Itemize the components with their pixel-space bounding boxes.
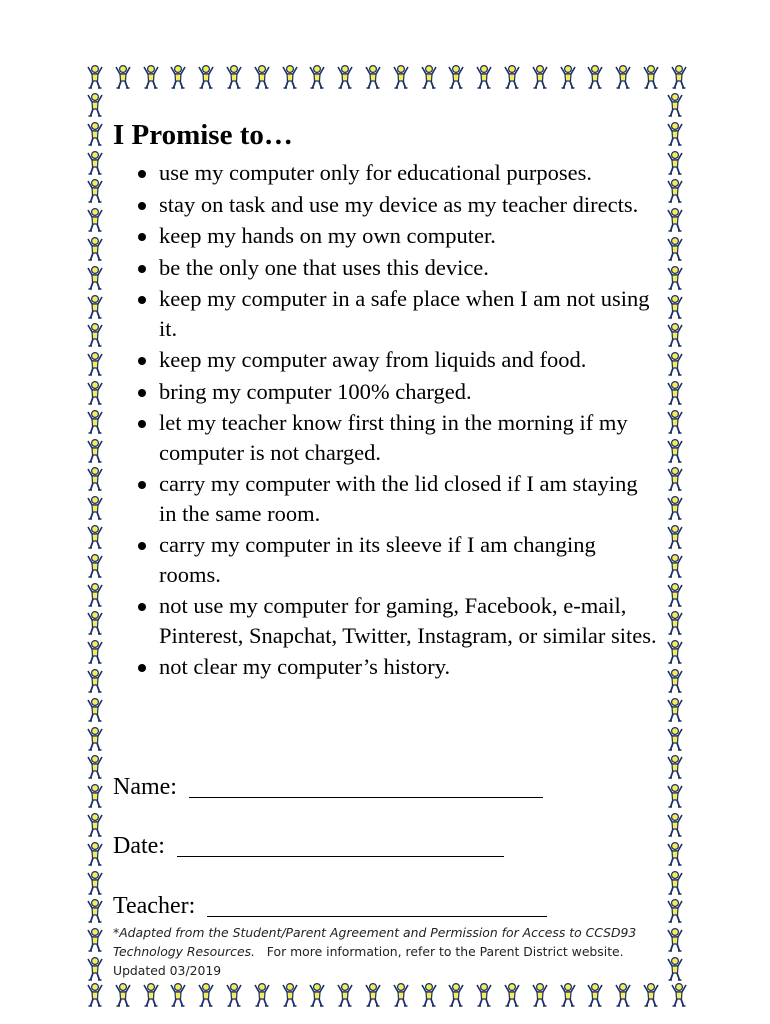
cheering-kid-icon [664, 294, 688, 320]
cheering-kid-icon [251, 64, 273, 92]
cheering-kid-icon [664, 898, 688, 924]
cheering-kid-icon [84, 841, 108, 867]
cheering-kid-icon [112, 64, 134, 92]
cheering-kid-icon [84, 553, 108, 579]
cheering-kid-icon [84, 956, 108, 982]
cheering-kid-icon [84, 466, 108, 492]
list-item: keep my hands on my own computer. [135, 221, 658, 251]
cheering-kid-icon [664, 726, 688, 752]
cheering-kid-icon [640, 64, 662, 92]
cheering-kid-icon [418, 982, 440, 1010]
cheering-kid-icon [84, 265, 108, 291]
cheering-kid-icon [84, 92, 108, 118]
cheering-kid-icon [140, 982, 162, 1010]
cheering-kid-icon [664, 92, 688, 118]
cheering-kid-icon [664, 841, 688, 867]
cheering-kid-icon [664, 438, 688, 464]
cheering-kid-icon [84, 322, 108, 348]
cheering-kid-icon [390, 64, 412, 92]
teacher-label: Teacher: [113, 893, 196, 919]
cheering-kid-icon [664, 639, 688, 665]
cheering-kid-icon [84, 927, 108, 953]
footer-note [113, 923, 661, 980]
cheering-kid-icon [84, 64, 106, 92]
cheering-kid-icon [529, 982, 551, 1010]
cheering-kid-icon [664, 697, 688, 723]
cheering-kid-icon [84, 898, 108, 924]
cheering-kid-icon [664, 409, 688, 435]
cheering-kid-icon [664, 466, 688, 492]
border-left [84, 92, 108, 982]
name-field[interactable] [113, 774, 543, 801]
cheering-kid-icon [279, 64, 301, 92]
cheering-kid-icon [84, 524, 108, 550]
list-item: stay on task and use my device as my teacher directs. [135, 190, 658, 220]
cheering-kid-icon [84, 409, 108, 435]
date-field[interactable] [113, 833, 504, 860]
list-item: be the only one that uses this device. [135, 253, 658, 283]
cheering-kid-icon [529, 64, 551, 92]
cheering-kid-icon [664, 610, 688, 636]
list-item: let my teacher know first thing in the morning if my computer is not charged. [135, 408, 658, 467]
cheering-kid-icon [279, 982, 301, 1010]
cheering-kid-icon [664, 524, 688, 550]
cheering-kid-icon [584, 64, 606, 92]
cheering-kid-icon [362, 982, 384, 1010]
cheering-kid-icon [167, 982, 189, 1010]
cheering-kid-icon [612, 64, 634, 92]
footer-updated-date: Updated 03/2019 [113, 963, 222, 978]
list-item: not use my computer for gaming, Facebook, e-mail, Pinterest, Snapchat, Twitter, Instagram, or similar sites. [135, 591, 658, 650]
cheering-kid-icon [84, 668, 108, 694]
cheering-kid-icon [84, 783, 108, 809]
cheering-kid-icon [584, 982, 606, 1010]
cheering-kid-icon [557, 982, 579, 1010]
cheering-kid-icon [445, 64, 467, 92]
cheering-kid-icon [664, 236, 688, 262]
cheering-kid-icon [664, 582, 688, 608]
cheering-kid-icon [664, 870, 688, 896]
cheering-kid-icon [84, 610, 108, 636]
footer-info-text: For more information, refer to the Parent District website. [266, 944, 624, 959]
list-item: not clear my computer’s history. [135, 652, 658, 682]
cheering-kid-icon [664, 380, 688, 406]
cheering-kid-icon [473, 982, 495, 1010]
cheering-kid-icon [362, 64, 384, 92]
cheering-kid-icon [664, 553, 688, 579]
cheering-kid-icon [84, 150, 108, 176]
cheering-kid-icon [84, 812, 108, 838]
cheering-kid-icon [84, 639, 108, 665]
border-top [84, 64, 690, 92]
cheering-kid-icon [112, 982, 134, 1010]
list-item: keep my computer away from liquids and food. [135, 345, 658, 375]
footer-adapted-note: *Adapted from the Student/Parent Agreement and Permission for Access to CCSD93 Technology Resources. [113, 925, 637, 959]
cheering-kid-icon [445, 982, 467, 1010]
promise-section [113, 118, 658, 684]
list-item: bring my computer 100% charged. [135, 377, 658, 407]
cheering-kid-icon [84, 870, 108, 896]
list-item: keep my computer in a safe place when I am not using it. [135, 284, 658, 343]
cheering-kid-icon [334, 982, 356, 1010]
cheering-kid-icon [223, 64, 245, 92]
promise-list [113, 158, 658, 682]
cheering-kid-icon [251, 982, 273, 1010]
cheering-kid-icon [501, 982, 523, 1010]
cheering-kid-icon [557, 64, 579, 92]
cheering-kid-icon [664, 668, 688, 694]
list-item: use my computer only for educational purposes. [135, 158, 658, 188]
cheering-kid-icon [306, 982, 328, 1010]
cheering-kid-icon [664, 322, 688, 348]
cheering-kid-icon [664, 178, 688, 204]
cheering-kid-icon [612, 982, 634, 1010]
border-bottom [84, 982, 690, 1010]
cheering-kid-icon [84, 582, 108, 608]
cheering-kid-icon [84, 697, 108, 723]
name-blank-line[interactable] [189, 797, 543, 798]
cheering-kid-icon [223, 982, 245, 1010]
cheering-kid-icon [664, 812, 688, 838]
cheering-kid-icon [84, 178, 108, 204]
cheering-kid-icon [84, 726, 108, 752]
cheering-kid-icon [84, 294, 108, 320]
cheering-kid-icon [501, 64, 523, 92]
cheering-kid-icon [664, 121, 688, 147]
cheering-kid-icon [84, 121, 108, 147]
cheering-kid-icon [664, 956, 688, 982]
cheering-kid-icon [84, 982, 106, 1010]
cheering-kid-icon [668, 982, 690, 1010]
cheering-kid-icon [195, 64, 217, 92]
page-title: I Promise to… [113, 119, 293, 151]
cheering-kid-icon [664, 207, 688, 233]
cheering-kid-icon [664, 927, 688, 953]
cheering-kid-icon [306, 64, 328, 92]
cheering-kid-icon [84, 207, 108, 233]
cheering-kid-icon [84, 351, 108, 377]
cheering-kid-icon [84, 495, 108, 521]
list-item: carry my computer with the lid closed if I am staying in the same room. [135, 469, 658, 528]
date-blank-line[interactable] [177, 856, 504, 857]
cheering-kid-icon [418, 64, 440, 92]
cheering-kid-icon [668, 64, 690, 92]
list-item: carry my computer in its sleeve if I am changing rooms. [135, 530, 658, 589]
cheering-kid-icon [84, 754, 108, 780]
cheering-kid-icon [640, 982, 662, 1010]
cheering-kid-icon [664, 150, 688, 176]
cheering-kid-icon [390, 982, 412, 1010]
cheering-kid-icon [664, 351, 688, 377]
cheering-kid-icon [473, 64, 495, 92]
cheering-kid-icon [84, 438, 108, 464]
cheering-kid-icon [84, 380, 108, 406]
cheering-kid-icon [664, 265, 688, 291]
border-right [664, 92, 688, 982]
cheering-kid-icon [664, 754, 688, 780]
cheering-kid-icon [195, 982, 217, 1010]
name-label: Name: [113, 774, 177, 800]
teacher-blank-line[interactable] [207, 916, 547, 917]
cheering-kid-icon [664, 783, 688, 809]
date-label: Date: [113, 833, 165, 859]
cheering-kid-icon [664, 495, 688, 521]
cheering-kid-icon [167, 64, 189, 92]
cheering-kid-icon [84, 236, 108, 262]
cheering-kid-icon [140, 64, 162, 92]
teacher-field[interactable] [113, 893, 547, 920]
cheering-kid-icon [334, 64, 356, 92]
